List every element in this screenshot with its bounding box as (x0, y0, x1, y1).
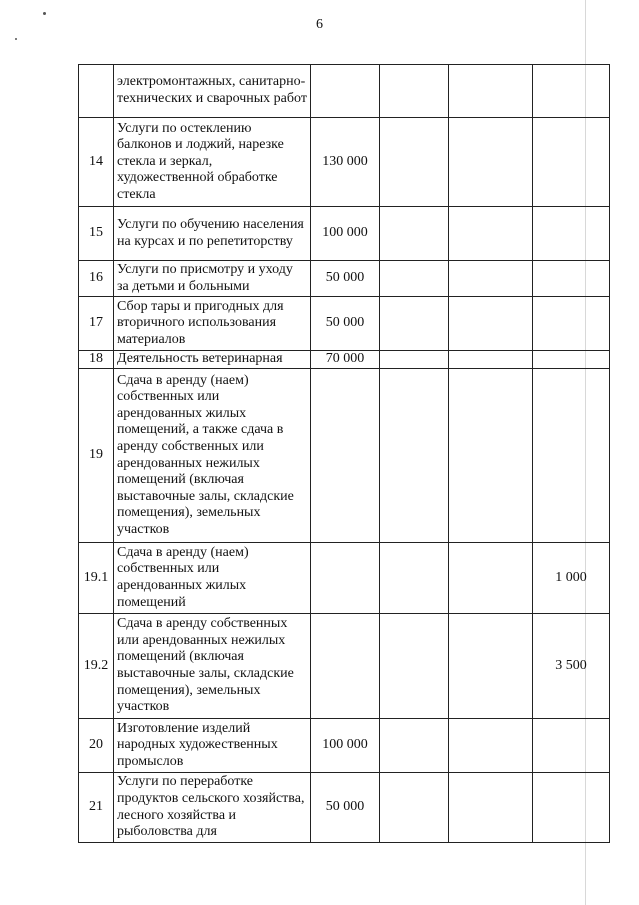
table-row (79, 65, 610, 118)
row-number (79, 65, 114, 118)
service-name: Услуги по остеклению балконов и лоджий, нарезке стекла и зеркал, художественной обработке стекла (114, 118, 311, 207)
value-cell (311, 65, 380, 118)
value-cell (380, 118, 449, 207)
table-row (79, 614, 610, 719)
row-number: 20 (79, 719, 114, 773)
service-name: Сдача в аренду (наем) собственных или арендованных жилых помещений (114, 543, 311, 614)
value-cell (311, 614, 380, 719)
value-cell: 50 000 (311, 773, 380, 843)
service-name: Изготовление изделий народных художественных промыслов (114, 719, 311, 773)
value-cell (380, 773, 449, 843)
table-row (79, 261, 610, 297)
value-cell (449, 543, 533, 614)
scan-speck (43, 12, 46, 15)
value-cell (533, 369, 610, 543)
value-cell (380, 261, 449, 297)
scan-speck (15, 38, 17, 40)
table-row (79, 351, 610, 369)
table-row (79, 207, 610, 261)
value-cell (533, 297, 610, 351)
value-cell (533, 207, 610, 261)
value-cell (311, 543, 380, 614)
value-cell (449, 65, 533, 118)
value-cell (533, 773, 610, 843)
value-cell: 50 000 (311, 297, 380, 351)
service-name: электромонтажных, санитарно-технических и сварочных работ (114, 65, 311, 118)
row-number: 14 (79, 118, 114, 207)
service-name: Сдача в аренду (наем) собственных или арендованных жилых помещений, а также сдача в аренду собственных или арендованных нежилых помещений (включая выставочные залы, складские помещения), земельных участков (114, 369, 311, 543)
value-cell (380, 297, 449, 351)
value-cell (449, 297, 533, 351)
value-cell: 3 500 (533, 614, 610, 719)
row-number: 18 (79, 351, 114, 369)
value-cell (449, 261, 533, 297)
value-cell (380, 614, 449, 719)
row-number: 19.1 (79, 543, 114, 614)
table-row (79, 118, 610, 207)
value-cell (533, 261, 610, 297)
service-name: Деятельность ветеринарная (114, 351, 311, 369)
service-name: Услуги по переработке продуктов сельского хозяйства, лесного хозяйства и рыболовства для (114, 773, 311, 843)
value-cell (533, 65, 610, 118)
table-row (79, 297, 610, 351)
value-cell (380, 719, 449, 773)
value-cell: 100 000 (311, 207, 380, 261)
value-cell (380, 543, 449, 614)
value-cell (533, 118, 610, 207)
table-row (79, 719, 610, 773)
page-number: 6 (316, 17, 323, 32)
service-name: Сбор тары и пригодных для вторичного использования материалов (114, 297, 311, 351)
value-cell (449, 773, 533, 843)
value-cell (533, 351, 610, 369)
value-cell: 70 000 (311, 351, 380, 369)
value-cell (380, 65, 449, 118)
value-cell: 50 000 (311, 261, 380, 297)
value-cell: 1 000 (533, 543, 610, 614)
value-cell (449, 369, 533, 543)
value-cell (380, 369, 449, 543)
row-number: 16 (79, 261, 114, 297)
value-cell (449, 207, 533, 261)
table-row (79, 773, 610, 843)
row-number: 21 (79, 773, 114, 843)
value-cell (380, 207, 449, 261)
value-cell: 100 000 (311, 719, 380, 773)
value-cell (449, 719, 533, 773)
row-number: 17 (79, 297, 114, 351)
value-cell (449, 351, 533, 369)
table-row (79, 369, 610, 543)
value-cell (449, 614, 533, 719)
row-number: 19.2 (79, 614, 114, 719)
row-number: 15 (79, 207, 114, 261)
value-cell: 130 000 (311, 118, 380, 207)
value-cell (380, 351, 449, 369)
service-name: Услуги по обучению населения на курсах и по репетиторству (114, 207, 311, 261)
value-cell (533, 719, 610, 773)
service-name: Услуги по присмотру и уходу за детьми и больными (114, 261, 311, 297)
table-row (79, 543, 610, 614)
value-cell (449, 118, 533, 207)
services-table (78, 64, 610, 843)
service-name: Сдача в аренду собственных или арендованных нежилых помещений (включая выставочные залы, складские помещения), земельных участков (114, 614, 311, 719)
row-number: 19 (79, 369, 114, 543)
value-cell (311, 369, 380, 543)
